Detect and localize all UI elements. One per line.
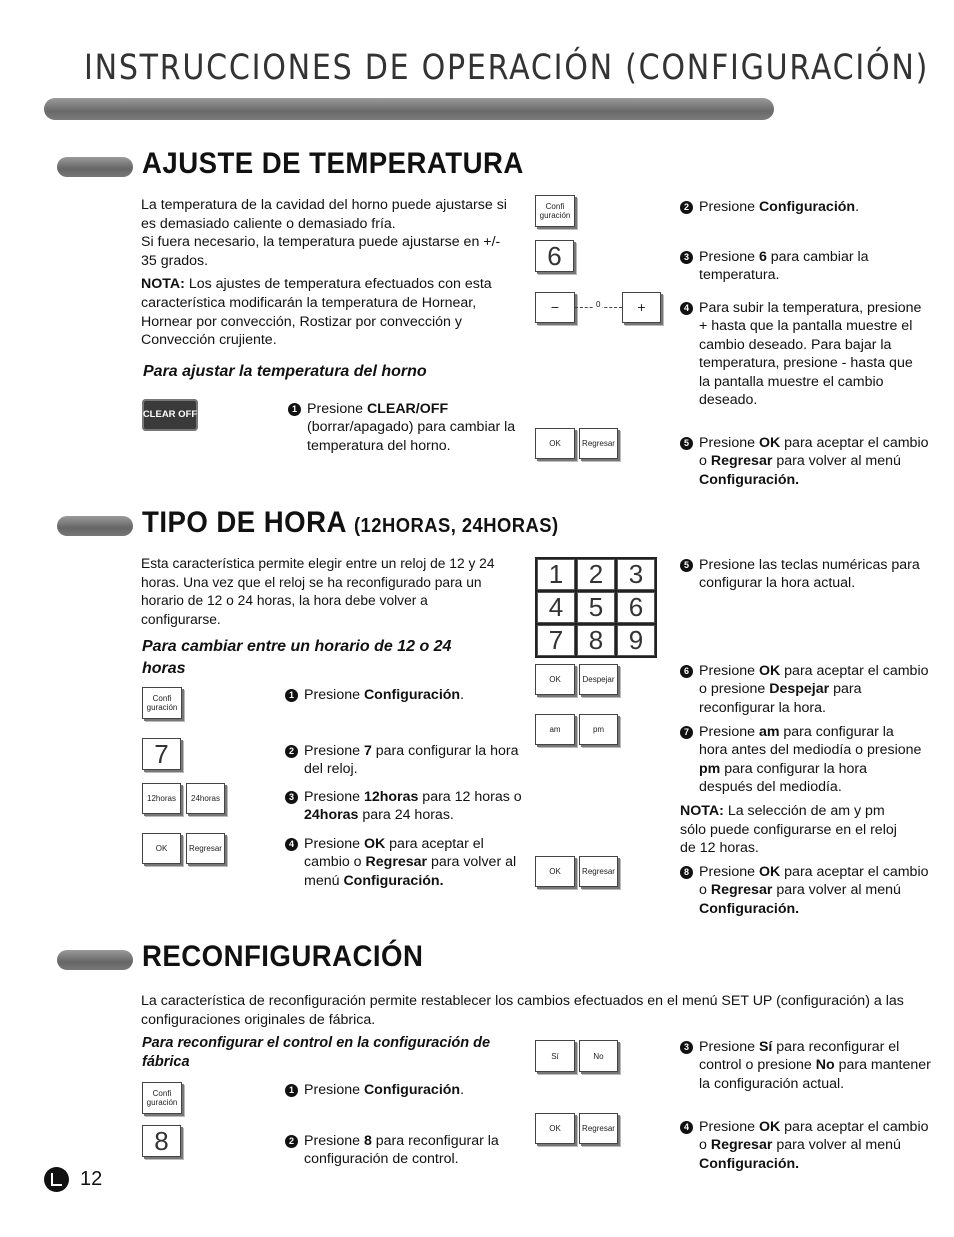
heading-main: TIPO DE HORA (142, 506, 354, 539)
config-key[interactable]: Confi guración (535, 195, 575, 227)
ok-key[interactable]: OK (535, 664, 575, 695)
step-bold: Sí (758, 1039, 773, 1055)
step-number: 2 (285, 1135, 298, 1148)
s1-subheading: Para ajustar la temperatura del horno (143, 363, 427, 380)
si-key[interactable]: Sí (535, 1040, 575, 1072)
step-number: 6 (680, 665, 693, 678)
step-number: 3 (285, 791, 298, 804)
step-text: Presione (699, 435, 759, 451)
step-text: Presione (699, 199, 759, 215)
step-text: Presione (699, 1119, 759, 1135)
s2-step-2 (285, 742, 519, 779)
step-number: 3 (680, 1041, 693, 1054)
s2-intro: Esta característica permite elegir entre un reloj de 12 y 24 horas. Una vez que el reloj se ha reconfigurado para un horario de 12 o 24 horas, la hora debe volver a configurarse. (141, 556, 495, 627)
regresar-key[interactable]: Regresar (186, 833, 225, 864)
pm-key[interactable]: pm (579, 714, 618, 745)
step-text: para volver al menú (304, 854, 517, 889)
s1-step-4 (680, 299, 924, 409)
keypad-key-3[interactable]: 3 (617, 559, 655, 590)
s2-step-5 (680, 556, 924, 593)
s1-step-5 (680, 434, 934, 489)
s3-subheading: Para reconfigurar el control en la configuración de fábrica (142, 1035, 491, 1070)
step-number: 4 (680, 1121, 693, 1134)
ok-key[interactable]: OK (535, 856, 575, 887)
s1-intro-2: Si fuera necesario, la temperatura puede ajustarse en +/- 35 grados. (141, 234, 501, 269)
step-text: Presione (699, 663, 759, 679)
regresar-key[interactable]: Regresar (579, 428, 618, 459)
step-number: 5 (680, 559, 693, 572)
step-bold: 24horas (304, 807, 359, 824)
step-number: 3 (680, 251, 693, 264)
step-text: . (460, 1082, 465, 1098)
s1-step-3 (680, 248, 924, 285)
step-text: para 12 horas o (418, 789, 522, 805)
step-text: Presione las teclas numéricas para configurar la hora actual. (699, 557, 920, 592)
step-bold: Configuración. (699, 900, 800, 917)
step-bold: Regresar (710, 453, 773, 470)
page-title: INSTRUCCIONES DE OPERACIÓN (CONFIGURACIÓN) (84, 48, 930, 88)
step-number: 7 (680, 726, 693, 739)
step-bold: Configuración (363, 687, 461, 703)
step-text: Presione (699, 1039, 759, 1055)
nota-label: NOTA: (141, 276, 185, 293)
s1-nota (141, 275, 516, 349)
minus-key[interactable]: − (535, 292, 575, 323)
number-8-key[interactable]: 8 (142, 1125, 181, 1157)
s3-step-4 (680, 1118, 934, 1173)
s1-intro (141, 196, 516, 350)
s2-nota (680, 802, 905, 858)
s3-intro: La característica de reconfiguración permite restablecer los cambios efectuados en el menú SET UP (configuración) a las configuraciones originales de fábrica. (141, 993, 904, 1028)
step-text: Presione (304, 743, 364, 759)
step-text: para reconfigurar la configuración de control. (304, 1133, 499, 1168)
s2-step-6 (680, 662, 934, 717)
s1-intro-1: La temperatura de la cavidad del horno puede ajustarse si es demasiado caliente o demasiado fría. (141, 197, 507, 232)
step-text: Presione (304, 836, 364, 852)
step-text: Presione (304, 1082, 364, 1098)
no-key[interactable]: No (579, 1040, 618, 1072)
page-number: 12 (80, 1168, 103, 1190)
config-key[interactable]: Confi guración (142, 1082, 182, 1114)
step-text: (borrar/apagado) para cambiar la temperatura del horno. (307, 419, 516, 454)
step-text: Para subir la temperatura, presione + hasta que la pantalla muestre el cambio deseado. Para bajar la temperatura, presione - hasta que la pantalla muestre el cambio deseado. (699, 300, 922, 409)
step-text: para aceptar el cambio o (304, 836, 484, 871)
step-number: 1 (285, 1084, 298, 1097)
step-bold: OK (758, 663, 781, 679)
step-text: para configurar la hora antes del mediodía o presione (699, 724, 922, 759)
step-bold: CLEAR/OFF (366, 401, 449, 417)
heading-sub: (12HORAS, 24HORAS) (353, 515, 559, 537)
keypad-key-8[interactable]: 8 (577, 625, 615, 656)
step-number: 2 (285, 745, 298, 758)
section-heading-tipo-hora (142, 506, 559, 540)
numeric-keypad (535, 557, 657, 658)
s2-step-8 (680, 863, 934, 918)
12horas-key[interactable]: 12horas (142, 783, 181, 814)
step-text: para volver al menú (772, 453, 901, 470)
s2-step-1 (285, 686, 534, 704)
step-text: Presione (307, 401, 367, 417)
step-bold: 12horas (363, 789, 419, 805)
step-bold: Configuración. (699, 471, 800, 488)
step-text: para mantener la configuración actual. (699, 1057, 931, 1092)
step-bold: 8 (363, 1133, 372, 1149)
step-bold: 6 (758, 249, 767, 265)
keypad-key-1[interactable]: 1 (537, 559, 575, 590)
step-text: para 24 horas. (358, 807, 454, 824)
step-bold: pm (699, 760, 721, 777)
step-text: para reconfigurar la hora. (699, 681, 862, 716)
header-bar (44, 98, 774, 120)
step-bold: Configuración. (699, 1155, 800, 1172)
step-text: para reconfigurar el control o presione (699, 1039, 900, 1074)
step-text: para aceptar el cambio o (699, 864, 929, 899)
step-bold: OK (758, 435, 781, 451)
s2-subheading: Para cambiar entre un horario de 12 o 24 horas (142, 638, 452, 677)
step-bold: Despejar (769, 681, 830, 698)
step-number: 4 (680, 302, 693, 315)
plus-key[interactable]: + (622, 292, 661, 323)
am-key[interactable]: am (535, 714, 575, 745)
config-key[interactable]: Confi guración (142, 687, 182, 719)
step-bold: Regresar (365, 854, 428, 871)
s1-step-1 (288, 400, 532, 455)
step-bold: 7 (363, 743, 372, 759)
step-bold: OK (758, 864, 781, 880)
keypad-key-5[interactable]: 5 (577, 592, 615, 623)
ok-key[interactable]: OK (535, 428, 575, 459)
section-heading-temperatura: AJUSTE DE TEMPERATURA (142, 147, 524, 180)
step-text: para volver al menú (772, 882, 901, 899)
nota-label: NOTA: (680, 803, 724, 819)
step-number: 1 (288, 403, 301, 416)
step-text: para configurar la hora después del mediodía. (699, 760, 867, 796)
step-text: para volver al menú (772, 1137, 901, 1154)
s3-step-1 (285, 1081, 534, 1099)
keypad-key-4[interactable]: 4 (537, 592, 575, 623)
regresar-key[interactable]: Regresar (579, 856, 618, 887)
step-bold: Regresar (710, 1137, 773, 1154)
s3-step-3 (680, 1038, 934, 1093)
section-marker (57, 157, 133, 177)
step-text: Presione (699, 864, 759, 880)
nota-text: Los ajustes de temperatura efectuados con esta característica modificarán la temperatura de Hornear, Hornear por convección, Rostizar por convección y Convección crujiente. (141, 276, 492, 349)
step-text: Presione (699, 724, 759, 740)
section-marker (57, 950, 133, 970)
step-number: 5 (680, 437, 693, 450)
keypad-key-9[interactable]: 9 (617, 625, 655, 656)
step-text: . (460, 687, 465, 703)
adjust-zero-label: 0 (596, 300, 601, 309)
step-bold: Configuración (363, 1082, 461, 1098)
step-number: 1 (285, 689, 298, 702)
section-marker (57, 516, 133, 536)
regresar-key[interactable]: Regresar (579, 1113, 618, 1144)
s2-step-7 (680, 723, 924, 797)
step-bold: Configuración. (343, 872, 444, 889)
step-text: Presione (699, 249, 759, 265)
step-number: 8 (680, 866, 693, 879)
step-bold: am (758, 724, 780, 740)
step-text: para aceptar el cambio o presione (699, 663, 929, 698)
step-bold: OK (363, 836, 386, 852)
number-6-key[interactable]: 6 (535, 240, 574, 272)
step-number: 2 (680, 201, 693, 214)
step-text: Presione (304, 1133, 364, 1149)
step-bold: Regresar (710, 882, 773, 899)
24horas-key[interactable]: 24horas (186, 783, 225, 814)
ok-key[interactable]: OK (142, 833, 181, 864)
keypad-key-7[interactable]: 7 (537, 625, 575, 656)
step-bold: OK (758, 1119, 781, 1135)
number-7-key[interactable]: 7 (142, 738, 181, 770)
keypad-key-6[interactable]: 6 (617, 592, 655, 623)
keypad-key-2[interactable]: 2 (577, 559, 615, 590)
step-text: para configurar la hora del reloj. (304, 743, 519, 778)
section-heading-reconfiguracion: RECONFIGURACIÓN (142, 940, 424, 973)
s2-step-4 (285, 835, 529, 890)
step-number: 4 (285, 838, 298, 851)
step-bold: Configuración (758, 199, 856, 215)
step-text: para aceptar el cambio o (699, 1119, 929, 1154)
s3-step-2 (285, 1132, 534, 1169)
step-text: Presione (304, 789, 364, 805)
clear-off-key[interactable]: CLEAR OFF (142, 399, 198, 431)
step-text: Presione (304, 687, 364, 703)
step-text: para cambiar la temperatura. (699, 249, 869, 284)
step-text: . (855, 199, 860, 215)
step-bold: No (815, 1057, 835, 1074)
lg-logo-icon (44, 1167, 69, 1192)
ok-key[interactable]: OK (535, 1113, 575, 1144)
nota-text: La selección de am y pm sólo puede configurarse en el reloj de 12 horas. (680, 803, 897, 857)
step-text: para aceptar el cambio o (699, 435, 929, 470)
s1-step-2 (680, 198, 934, 216)
s2-step-3 (285, 788, 534, 825)
despejar-key[interactable]: Despejar (579, 664, 618, 695)
